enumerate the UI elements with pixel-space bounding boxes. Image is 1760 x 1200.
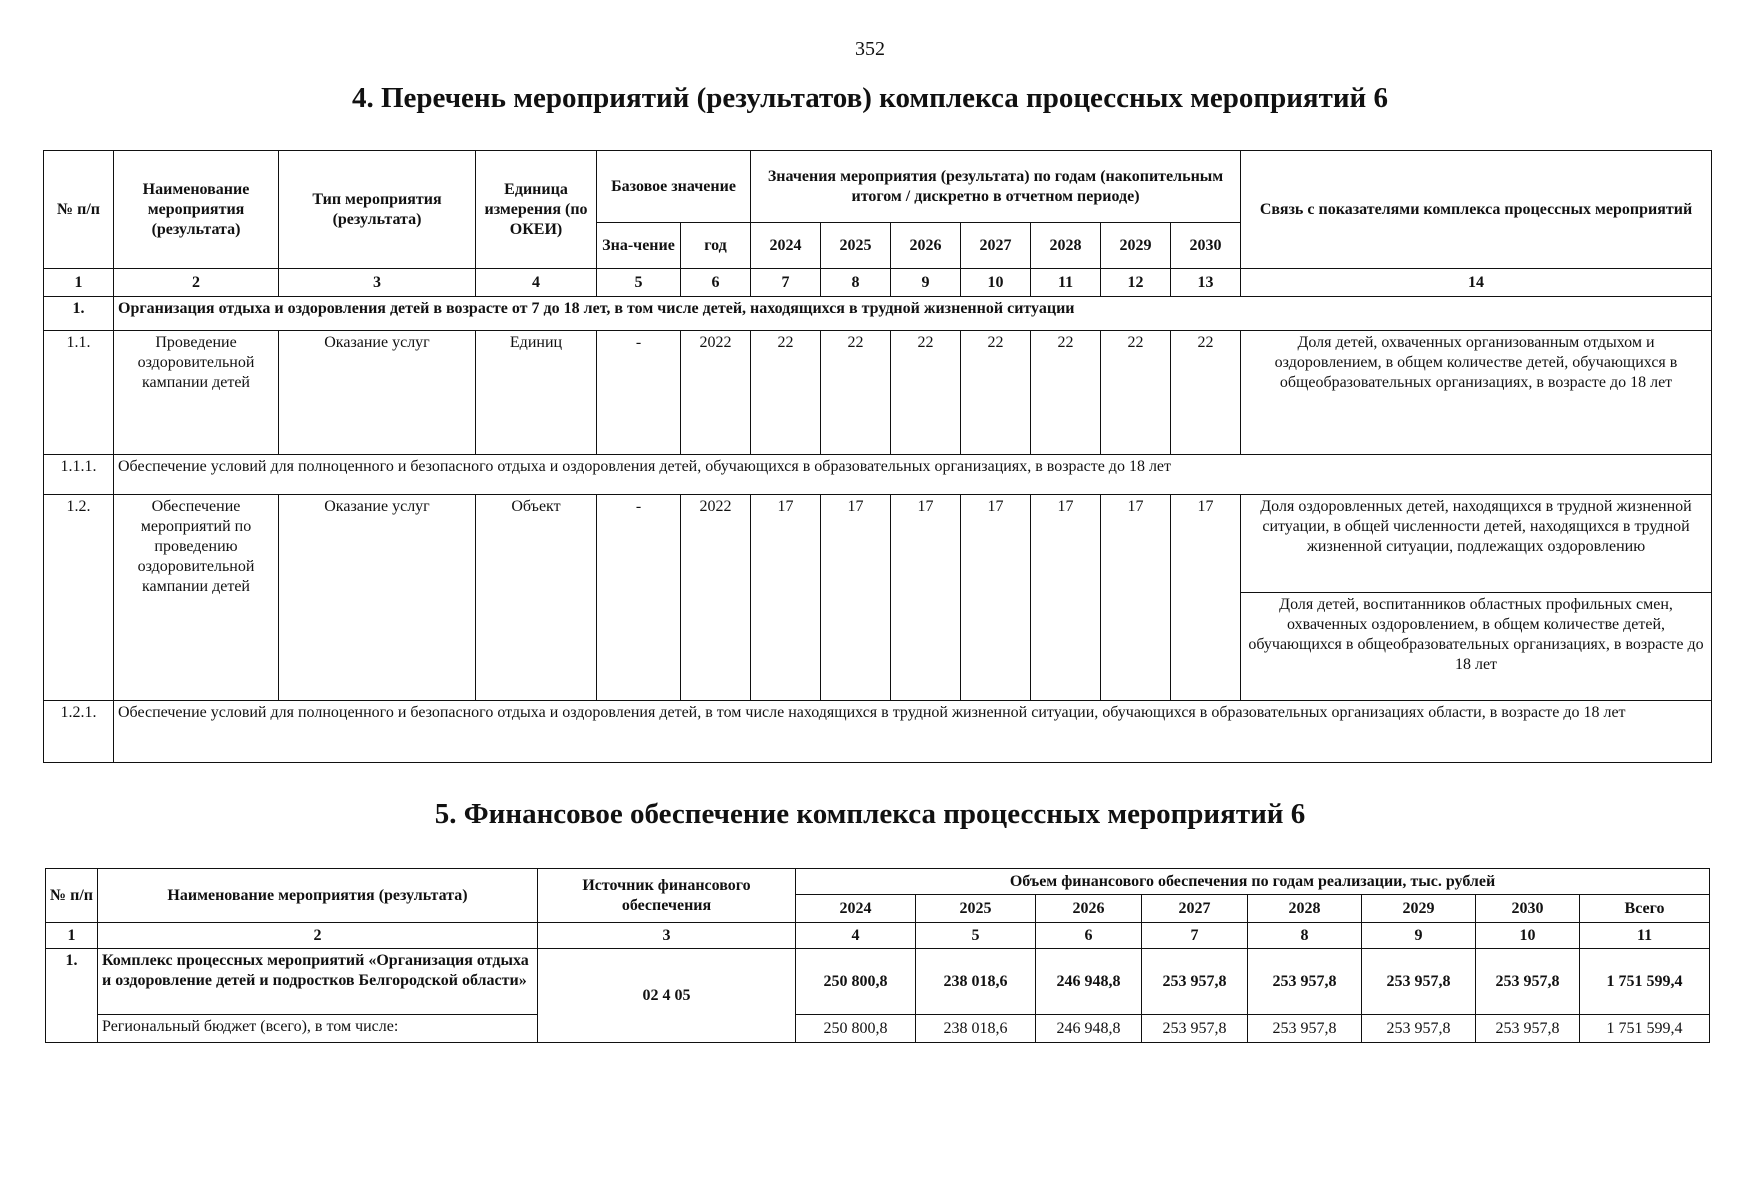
- header-year: 2030: [1476, 895, 1580, 923]
- col-number: 5: [916, 923, 1036, 949]
- row-value: 17: [751, 495, 821, 701]
- col-number: 10: [1476, 923, 1580, 949]
- row-value: 17: [1031, 495, 1101, 701]
- row-base-value: -: [597, 331, 681, 455]
- column-numbers-row: [44, 269, 1712, 297]
- header-year: 2027: [961, 223, 1031, 269]
- row-value: 253 957,8: [1362, 1015, 1476, 1043]
- header-year: 2025: [916, 895, 1036, 923]
- col-number: 3: [538, 923, 796, 949]
- row-value: 238 018,6: [916, 1015, 1036, 1043]
- page-number: 352: [855, 38, 885, 60]
- row-value: 22: [1171, 331, 1241, 455]
- row-value: 253 957,8: [1142, 949, 1248, 1015]
- subtask-text: Обеспечение условий для полноценного и безопасного отдыха и оздоровления детей, в том числе находящихся в трудной жизненной ситуации, обучающихся в образовательных организациях области, в возрасте до 18 лет: [114, 701, 1712, 763]
- section4-title: 4. Перечень мероприятий (результатов) комплекса процессных мероприятий 6: [351, 82, 1389, 114]
- row-link: Доля детей, воспитанников областных профильных смен, охваченных оздоровлением, в общем количестве детей, обучающихся в общеобразовательных организациях, в возрасте до 18 лет: [1241, 593, 1712, 701]
- row-value: 17: [961, 495, 1031, 701]
- col-number: 11: [1580, 923, 1710, 949]
- group-row: [44, 297, 1712, 331]
- row-base-year: 2022: [681, 331, 751, 455]
- row-value: 22: [961, 331, 1031, 455]
- row-num: 1.1.1.: [44, 455, 114, 495]
- col-number: 6: [1036, 923, 1142, 949]
- row-num: 1.2.: [44, 495, 114, 701]
- finance-table: [45, 868, 1710, 1043]
- row-name: Региональный бюджет (всего), в том числе:: [98, 1015, 538, 1043]
- row-num: 1.: [46, 949, 98, 1043]
- col-number: 13: [1171, 269, 1241, 297]
- header-year: 2028: [1248, 895, 1362, 923]
- col-number: 2: [98, 923, 538, 949]
- row-value: 22: [891, 331, 961, 455]
- row-type: Оказание услуг: [279, 495, 476, 701]
- row-total: 1 751 599,4: [1580, 949, 1710, 1015]
- row-value: 22: [821, 331, 891, 455]
- header-year: 2027: [1142, 895, 1248, 923]
- row-num: 1.1.: [44, 331, 114, 455]
- row-value: 238 018,6: [916, 949, 1036, 1015]
- row-value: 17: [891, 495, 961, 701]
- header-volume: Объем финансового обеспечения по годам реализации, тыс. рублей: [796, 869, 1710, 895]
- col-number: 14: [1241, 269, 1712, 297]
- header-year: 2024: [751, 223, 821, 269]
- col-number: 6: [681, 269, 751, 297]
- subtask-row: [44, 455, 1712, 495]
- header-year: 2029: [1101, 223, 1171, 269]
- col-number: 4: [476, 269, 597, 297]
- col-number: 12: [1101, 269, 1171, 297]
- row-value: 246 948,8: [1036, 1015, 1142, 1043]
- header-type: Тип мероприятия (результата): [279, 151, 476, 269]
- row-unit: Единиц: [476, 331, 597, 455]
- header-year: 2026: [891, 223, 961, 269]
- col-number: 2: [114, 269, 279, 297]
- col-number: 10: [961, 269, 1031, 297]
- row-value: 246 948,8: [1036, 949, 1142, 1015]
- row-value: 250 800,8: [796, 1015, 916, 1043]
- col-number: 1: [44, 269, 114, 297]
- row-name: Проведение оздоровительной кампании детей: [114, 331, 279, 455]
- col-number: 9: [891, 269, 961, 297]
- row-num: 1.2.1.: [44, 701, 114, 763]
- row-value: 253 957,8: [1362, 949, 1476, 1015]
- header-base: Базовое значение: [597, 151, 751, 223]
- header-num: № п/п: [46, 869, 98, 923]
- row-value: 253 957,8: [1248, 1015, 1362, 1043]
- header-name: Наименование мероприятия (результата): [114, 151, 279, 269]
- activities-table: [43, 150, 1712, 763]
- table-row: [44, 331, 1712, 455]
- header-year: 2025: [821, 223, 891, 269]
- row-total: 1 751 599,4: [1580, 1015, 1710, 1043]
- group-text: Организация отдыха и оздоровления детей в возрасте от 7 до 18 лет, в том числе детей, находящихся в трудной жизненной ситуации: [114, 297, 1712, 331]
- header-base-value: Зна-чение: [597, 223, 681, 269]
- col-number: 7: [751, 269, 821, 297]
- header-base-year: год: [681, 223, 751, 269]
- col-number: 8: [821, 269, 891, 297]
- table-row: [46, 1015, 1710, 1043]
- header-year: 2024: [796, 895, 916, 923]
- col-number: 11: [1031, 269, 1101, 297]
- subtask-row: [44, 701, 1712, 763]
- header-link: Связь с показателями комплекса процессных мероприятий: [1241, 151, 1712, 269]
- section5-title: 5. Финансовое обеспечение комплекса процессных мероприятий 6: [434, 798, 1306, 830]
- row-name: Комплекс процессных мероприятий «Организация отдыха и оздоровление детей и подростков Белгородской области»: [98, 949, 538, 1015]
- row-value: 253 957,8: [1142, 1015, 1248, 1043]
- table-row: [44, 495, 1712, 593]
- row-value: 22: [751, 331, 821, 455]
- header-year: 2030: [1171, 223, 1241, 269]
- row-value: 22: [1031, 331, 1101, 455]
- row-type: Оказание услуг: [279, 331, 476, 455]
- row-num: 1.: [44, 297, 114, 331]
- row-value: 253 957,8: [1476, 949, 1580, 1015]
- row-value: 22: [1101, 331, 1171, 455]
- subtask-text: Обеспечение условий для полноценного и безопасного отдыха и оздоровления детей, обучающихся в образовательных организациях, в возрасте до 18 лет: [114, 455, 1712, 495]
- header-total: Всего: [1580, 895, 1710, 923]
- header-name: Наименование мероприятия (результата): [98, 869, 538, 923]
- row-value: 17: [1101, 495, 1171, 701]
- header-year: 2028: [1031, 223, 1101, 269]
- row-value: 250 800,8: [796, 949, 916, 1015]
- col-number: 5: [597, 269, 681, 297]
- col-number: 7: [1142, 923, 1248, 949]
- row-unit: Объект: [476, 495, 597, 701]
- row-link: Доля оздоровленных детей, находящихся в трудной жизненной ситуации, в общей численности детей, находящихся в трудной жизненной ситуации, подлежащих оздоровлению: [1241, 495, 1712, 593]
- col-number: 4: [796, 923, 916, 949]
- table-row: [46, 949, 1710, 1015]
- column-numbers-row: [46, 923, 1710, 949]
- header-source: Источник финансового обеспечения: [538, 869, 796, 923]
- col-number: 3: [279, 269, 476, 297]
- row-value: 253 957,8: [1248, 949, 1362, 1015]
- row-base-value: -: [597, 495, 681, 701]
- header-years-group: Значения мероприятия (результата) по годам (накопительным итогом / дискретно в отчетном периоде): [751, 151, 1241, 223]
- col-number: 1: [46, 923, 98, 949]
- col-number: 8: [1248, 923, 1362, 949]
- row-base-year: 2022: [681, 495, 751, 701]
- row-name: Обеспечение мероприятий по проведению оздоровительной кампании детей: [114, 495, 279, 701]
- header-unit: Единица измерения (по ОКЕИ): [476, 151, 597, 269]
- row-value: 17: [1171, 495, 1241, 701]
- header-year: 2026: [1036, 895, 1142, 923]
- col-number: 9: [1362, 923, 1476, 949]
- row-value: 17: [821, 495, 891, 701]
- row-value: 253 957,8: [1476, 1015, 1580, 1043]
- row-source: 02 4 05: [538, 949, 796, 1043]
- row-link: Доля детей, охваченных организованным отдыхом и оздоровлением, в общем количестве детей, обучающихся в общеобразовательных организациях, в возрасте до 18 лет: [1241, 331, 1712, 455]
- header-year: 2029: [1362, 895, 1476, 923]
- header-num: № п/п: [44, 151, 114, 269]
